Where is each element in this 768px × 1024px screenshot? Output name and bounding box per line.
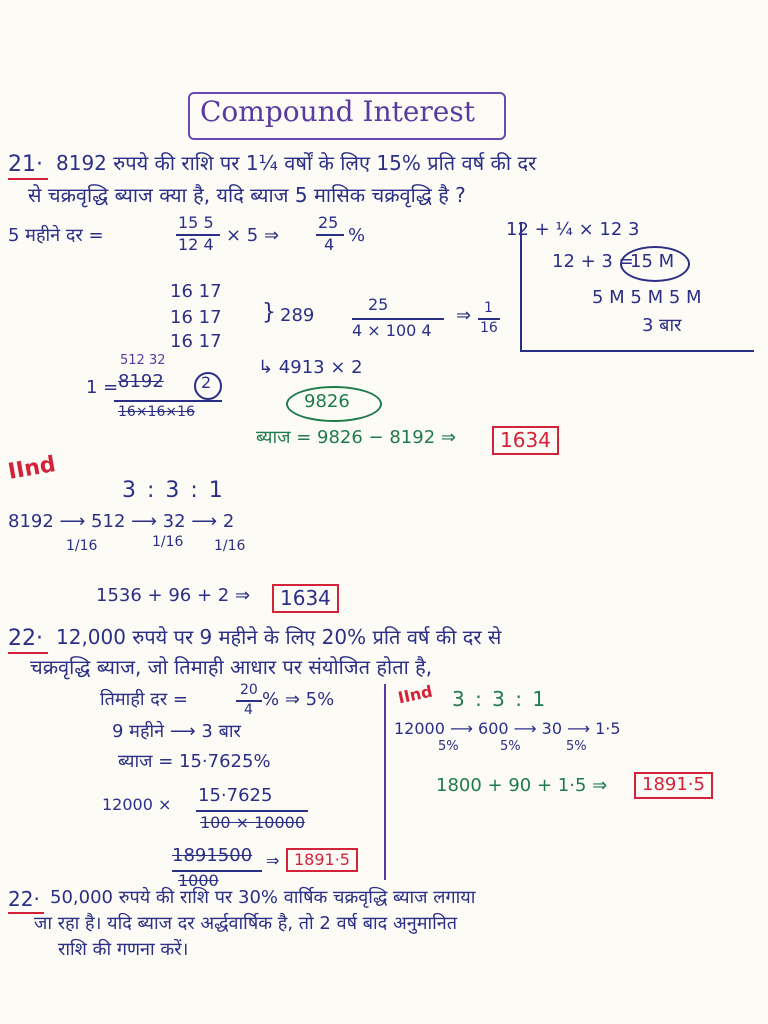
- sum-answer-box: 1634: [272, 584, 339, 613]
- q22-interest-pct: ब्याज = 15·7625%: [118, 751, 271, 772]
- q22-chain: 12000 ⟶ 600 ⟶ 30 ⟶ 1·5: [394, 719, 621, 738]
- q22-chain-pct-1: 5%: [438, 739, 459, 754]
- q22-calc2-answer: 1891·5: [286, 848, 358, 872]
- q22-sum: 1800 + 90 + 1·5 ⇒: [436, 775, 608, 796]
- chain-frac-3: 1/16: [214, 538, 246, 554]
- grid-row-3: 16 17: [170, 331, 222, 352]
- side-calc-line1: 12 + ¼ × 12 3: [506, 219, 640, 240]
- q22-method2-label: IInd: [396, 681, 435, 708]
- frac2-bottom: 4 × 100 4: [352, 321, 432, 340]
- answer-box: 1634: [492, 426, 559, 455]
- frac2-result-bottom: 16: [480, 320, 498, 336]
- q22-calc2-top: 1891500: [172, 845, 253, 866]
- q23-number: 22·: [8, 887, 40, 911]
- q21-line2: से चक्रवृद्धि ब्याज क्या है, यदि ब्याज 5 मासिक चक्रवृद्धि है ?: [28, 183, 466, 207]
- q22-ratio: 3 : 3 : 1: [452, 687, 548, 711]
- q21-number: 21·: [8, 152, 43, 177]
- q22-calc-bottom: 100 × 10000: [200, 813, 306, 832]
- q22-chain-pct-3: 5%: [566, 739, 587, 754]
- cancel-top: 512 32: [120, 353, 166, 368]
- one-equals: 1 =: [86, 377, 119, 398]
- q22-quarter-top: 20: [240, 682, 258, 698]
- method2-label: IInd: [6, 452, 58, 485]
- sum-line: 1536 + 96 + 2 ⇒: [96, 585, 251, 606]
- circle-2-text: 2: [201, 373, 212, 392]
- q22-calc2-arrow: ⇒: [266, 851, 280, 870]
- q21-rate-label: 5 महीने दर =: [8, 225, 104, 246]
- q22-calc2-bottom: 1000: [178, 871, 219, 890]
- q22-calc-line: [196, 810, 308, 812]
- side-box-left-border: [520, 222, 522, 350]
- page-title: Compound Interest: [200, 95, 475, 128]
- frac2-line: [352, 318, 444, 320]
- grid-brace: }: [262, 300, 276, 325]
- q21-number-underline: [8, 178, 48, 180]
- frac2-arrow: ⇒: [456, 305, 472, 326]
- q21-rate-percent: %: [348, 225, 366, 246]
- grid-result: 289: [280, 305, 315, 326]
- grid-row-1: 16 17: [170, 281, 222, 302]
- q23-line2: जा रहा है। यदि ब्याज दर अर्द्धवार्षिक है, तो 2 वर्ष बाद अनुमानित: [34, 913, 458, 934]
- interest-line: ब्याज = 9826 − 8192 ⇒: [256, 427, 456, 448]
- q22-nine-months: 9 महीने ⟶ 3 बार: [112, 721, 241, 742]
- frac2-top: 25: [368, 295, 389, 314]
- q22-sum-answer: 1891·5: [634, 772, 713, 799]
- q21-rate-frac-top: 15 5: [178, 213, 214, 232]
- result-value: 9826: [304, 391, 350, 412]
- q22-chain-pct-2: 5%: [500, 739, 521, 754]
- q21-rate-frac-bottom: 12 4: [178, 235, 214, 254]
- side-box-bottom-border: [520, 350, 754, 352]
- q22-quarter-result: % ⇒ 5%: [262, 689, 335, 710]
- q22-divider: [384, 684, 386, 880]
- side-calc-line2: 12 + 3 =: [552, 251, 634, 272]
- side-calc-line3: 5 M 5 M 5 M: [592, 287, 702, 308]
- chain: 8192 ⟶ 512 ⟶ 32 ⟶ 2: [8, 511, 235, 532]
- q22-line2: चक्रवृद्धि ब्याज, जो तिमाही आधार पर संयोजित होता है,: [30, 655, 433, 679]
- q21-rate-mid: × 5 ⇒: [226, 225, 280, 246]
- q23-line1: 50,000 रुपये की राशि पर 30% वार्षिक चक्रवृद्धि ब्याज लगाया: [50, 887, 476, 908]
- side-calc-circled: 15 M: [630, 251, 675, 272]
- multiply-line: ↳ 4913 × 2: [258, 357, 363, 378]
- q22-number: 22·: [8, 626, 43, 651]
- q23-line3: राशि की गणना करें।: [58, 939, 189, 960]
- frac2-result-top: 1: [484, 300, 493, 316]
- q22-line1: 12,000 रुपये पर 9 महीने के लिए 20% प्रति वर्ष की दर से: [56, 625, 502, 649]
- big-frac-line: [114, 400, 222, 402]
- big-numerator: 8192: [118, 371, 164, 392]
- ratio: 3 : 3 : 1: [122, 478, 225, 503]
- side-calc-line4: 3 बार: [642, 315, 682, 336]
- chain-frac-1: 1/16: [66, 538, 98, 554]
- big-denominator: 16×16×16: [118, 404, 195, 420]
- q22-number-underline: [8, 652, 48, 654]
- chain-frac-2: 1/16: [152, 534, 184, 550]
- q22-calc-left: 12000 ×: [102, 795, 172, 814]
- q22-calc-top: 15·7625: [198, 785, 273, 806]
- grid-row-2: 16 17: [170, 307, 222, 328]
- q21-rate-result-top: 25: [318, 213, 339, 232]
- q22-quarter-bottom: 4: [244, 702, 253, 718]
- q22-quarter-label: तिमाही दर =: [100, 689, 189, 710]
- q21-rate-result-bottom: 4: [324, 235, 335, 254]
- q21-line1: 8192 रुपये की राशि पर 1¼ वर्षों के लिए 15% प्रति वर्ष की दर: [56, 151, 537, 175]
